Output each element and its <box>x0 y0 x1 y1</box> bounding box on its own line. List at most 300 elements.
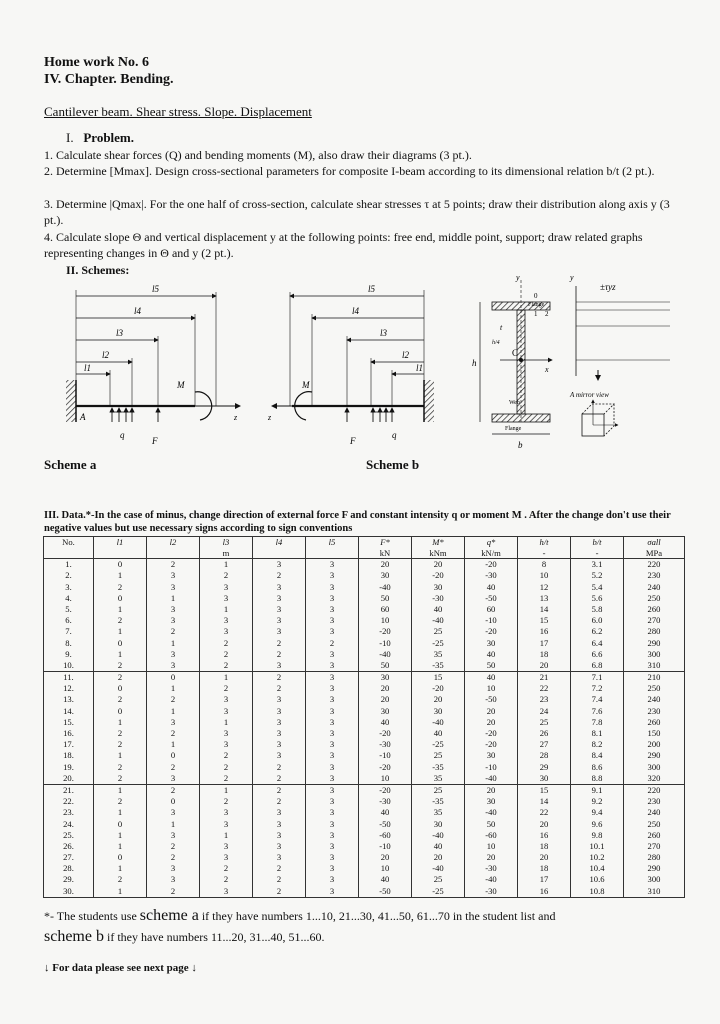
table-cell: 30. <box>44 885 94 897</box>
table-cell: 3 <box>147 773 200 785</box>
table-cell: 1 <box>147 705 200 716</box>
table-cell: 22. <box>44 796 94 807</box>
table-cell: 3 <box>147 830 200 841</box>
table-cell: 1 <box>94 570 147 581</box>
table-cell: 2 <box>94 581 147 592</box>
table-cell: 300 <box>624 649 685 660</box>
table-cell: 0 <box>94 705 147 716</box>
table-cell: 2 <box>147 559 200 571</box>
table-cell: 60 <box>465 604 518 615</box>
table-cell: -20 <box>465 559 518 571</box>
table-cell: 250 <box>624 818 685 829</box>
scheme-b-drawing <box>267 284 434 446</box>
table-row <box>44 728 685 739</box>
svg-text:h/4: h/4 <box>492 340 500 346</box>
table-cell: 1 <box>94 830 147 841</box>
table-cell: 3 <box>306 784 359 796</box>
table-cell: 2 <box>147 885 200 897</box>
table-cell: 260 <box>624 830 685 841</box>
table-cell: 3 <box>253 830 306 841</box>
table-header-row <box>44 537 685 549</box>
table-cell: 2 <box>253 570 306 581</box>
table-cell: 2 <box>306 637 359 648</box>
table-cell: 6. <box>44 615 94 626</box>
column-header: l5 <box>306 537 359 549</box>
table-cell: 10.2 <box>571 852 624 863</box>
table-cell: 220 <box>624 784 685 796</box>
table-row <box>44 739 685 750</box>
table-cell: 3 <box>200 593 253 604</box>
table-cell: 25 <box>518 717 571 728</box>
table-cell: 3 <box>306 841 359 852</box>
table-cell: -40 <box>465 773 518 785</box>
table-cell: 2 <box>253 773 306 785</box>
table-cell: 20 <box>518 852 571 863</box>
svg-text:l1: l1 <box>416 363 424 373</box>
svg-text:l3: l3 <box>116 328 124 338</box>
svg-text:F: F <box>152 436 158 446</box>
svg-text:y: y <box>570 273 574 282</box>
table-cell: 35 <box>412 649 465 660</box>
column-unit <box>94 548 147 559</box>
problem-item-4: 4. Calculate slope Θ and vertical displacement y at the following points: free end, middle point, support; draw related graphs representing changes in Θ and y (2 pt.). <box>44 230 643 260</box>
column-header: F* <box>359 537 412 549</box>
table-cell: 3 <box>306 705 359 716</box>
table-cell: 10 <box>359 773 412 785</box>
table-cell: 7.6 <box>571 705 624 716</box>
table-cell: 3 <box>306 649 359 660</box>
table-row <box>44 626 685 637</box>
column-unit: MPa <box>624 548 685 559</box>
table-cell: 21. <box>44 784 94 796</box>
table-cell: 1 <box>200 604 253 615</box>
table-row <box>44 694 685 705</box>
table-cell: -40 <box>412 863 465 874</box>
table-cell: 10.4 <box>571 863 624 874</box>
table-cell: 250 <box>624 683 685 694</box>
column-unit <box>253 548 306 559</box>
table-cell: 3 <box>147 863 200 874</box>
table-cell: 3 <box>306 818 359 829</box>
table-row <box>44 750 685 761</box>
table-cell: 3 <box>253 739 306 750</box>
table-cell: 240 <box>624 694 685 705</box>
table-cell: 310 <box>624 885 685 897</box>
table-cell: -10 <box>465 761 518 772</box>
table-cell: 14 <box>518 604 571 615</box>
table-cell: 25 <box>412 626 465 637</box>
svg-text:A: A <box>80 412 86 422</box>
table-cell: 25. <box>44 830 94 841</box>
table-row <box>44 852 685 863</box>
table-cell: -30 <box>465 863 518 874</box>
table-cell: 2 <box>94 671 147 683</box>
table-cell: 12. <box>44 683 94 694</box>
data-heading: III. Data.*-In the case of minus, change direction of external force F and constant intensity q or moment M . After the change don't use their negative values but use necessary signs according to sign conventions <box>44 510 671 534</box>
table-cell: 3 <box>147 615 200 626</box>
table-cell: 28 <box>518 750 571 761</box>
table-cell: 6.4 <box>571 637 624 648</box>
table-cell: 3 <box>306 796 359 807</box>
table-cell: 280 <box>624 852 685 863</box>
table-cell: 1 <box>94 885 147 897</box>
table-cell: 29. <box>44 874 94 885</box>
table-row <box>44 818 685 829</box>
table-cell: 2 <box>200 660 253 672</box>
table-cell: 20 <box>465 784 518 796</box>
table-cell: 1 <box>147 683 200 694</box>
table-cell: 3 <box>253 750 306 761</box>
svg-text:l2: l2 <box>102 350 110 360</box>
table-cell: 30 <box>465 637 518 648</box>
table-cell: 26. <box>44 841 94 852</box>
table-cell: 3 <box>200 852 253 863</box>
table-cell: 3 <box>253 626 306 637</box>
column-header: q* <box>465 537 518 549</box>
table-cell: 10 <box>465 841 518 852</box>
problem-item-1: 1. Calculate shear forces (Q) and bending moments (M), also draw their diagrams (3 pt.). <box>44 148 472 162</box>
table-cell: -10 <box>359 637 412 648</box>
table-cell: 1 <box>94 604 147 615</box>
table-cell: 2 <box>253 671 306 683</box>
table-cell: 40 <box>465 649 518 660</box>
table-row <box>44 885 685 897</box>
table-cell: 320 <box>624 773 685 785</box>
table-cell: 7. <box>44 626 94 637</box>
table-cell: -20 <box>412 570 465 581</box>
table-cell: -40 <box>465 874 518 885</box>
table-cell: 2 <box>147 841 200 852</box>
table-cell: 2 <box>253 784 306 796</box>
table-cell: 3 <box>147 874 200 885</box>
table-row <box>44 559 685 571</box>
table-cell: 35 <box>412 773 465 785</box>
table-row <box>44 649 685 660</box>
table-cell: 3 <box>306 750 359 761</box>
table-cell: 1. <box>44 559 94 571</box>
table-cell: 0 <box>147 796 200 807</box>
table-cell: 6.6 <box>571 649 624 660</box>
i-beam-cross-section <box>472 273 670 450</box>
data-table <box>43 536 685 898</box>
table-cell: 25 <box>412 784 465 796</box>
note-line-2: scheme b if they have numbers 11...20, 31...40, 51...60. <box>44 928 325 945</box>
homework-title: Home work No. 6 <box>44 55 149 70</box>
table-cell: 9.4 <box>571 807 624 818</box>
svg-text:q: q <box>392 430 397 440</box>
table-cell: 26 <box>518 728 571 739</box>
table-cell: 3 <box>200 694 253 705</box>
table-cell: -10 <box>359 841 412 852</box>
table-cell: 0 <box>94 852 147 863</box>
table-cell: -40 <box>412 830 465 841</box>
table-cell: 20 <box>359 559 412 571</box>
table-cell: 3 <box>253 705 306 716</box>
table-cell: 3 <box>253 559 306 571</box>
problem-heading: I. Problem. <box>66 130 135 145</box>
column-header: l2 <box>147 537 200 549</box>
table-cell: 9. <box>44 649 94 660</box>
scheme-a-drawing <box>66 284 240 446</box>
svg-text:Web: Web <box>509 400 520 406</box>
table-cell: -35 <box>412 796 465 807</box>
table-cell: 2 <box>147 761 200 772</box>
table-row <box>44 671 685 683</box>
table-cell: 2 <box>200 683 253 694</box>
svg-text:l5: l5 <box>368 284 376 294</box>
svg-text:l3: l3 <box>380 328 388 338</box>
table-cell: 2 <box>94 761 147 772</box>
table-cell: 16. <box>44 728 94 739</box>
table-cell: 15 <box>518 784 571 796</box>
svg-text:Flange: Flange <box>528 302 545 308</box>
table-cell: 3 <box>147 604 200 615</box>
table-cell: 23. <box>44 807 94 818</box>
table-cell: 1 <box>147 593 200 604</box>
note-line-1: *- The students use scheme a if they have numbers 1...10, 21...30, 41...50, 61...70 in the student list and <box>44 907 556 924</box>
table-cell: 3 <box>253 615 306 626</box>
table-cell: 28. <box>44 863 94 874</box>
table-cell: 2. <box>44 570 94 581</box>
svg-text:l2: l2 <box>402 350 410 360</box>
table-cell: 18. <box>44 750 94 761</box>
table-cell: 1 <box>94 750 147 761</box>
table-cell: 290 <box>624 637 685 648</box>
table-cell: 300 <box>624 761 685 772</box>
svg-text:b: b <box>518 440 523 450</box>
table-cell: 3 <box>253 841 306 852</box>
table-cell: 2 <box>200 750 253 761</box>
table-cell: -10 <box>465 615 518 626</box>
column-unit: kNm <box>412 548 465 559</box>
table-cell: 13. <box>44 694 94 705</box>
table-cell: 1 <box>147 818 200 829</box>
table-cell: 24. <box>44 818 94 829</box>
table-cell: -40 <box>359 581 412 592</box>
table-cell: 0 <box>147 750 200 761</box>
table-cell: 50 <box>465 818 518 829</box>
table-cell: 30 <box>359 671 412 683</box>
svg-text:z: z <box>234 413 238 422</box>
table-cell: 3.1 <box>571 559 624 571</box>
table-cell: 2 <box>94 728 147 739</box>
svg-text:l4: l4 <box>134 306 142 316</box>
table-cell: -25 <box>412 885 465 897</box>
table-cell: 3 <box>147 660 200 672</box>
table-cell: 3 <box>306 761 359 772</box>
table-cell: 16 <box>518 626 571 637</box>
table-cell: 5.4 <box>571 581 624 592</box>
table-cell: 3 <box>306 852 359 863</box>
table-row <box>44 604 685 615</box>
table-cell: 3 <box>253 807 306 818</box>
table-cell: 1 <box>200 671 253 683</box>
table-cell: 21 <box>518 671 571 683</box>
table-cell: 35 <box>412 807 465 818</box>
table-cell: 6.0 <box>571 615 624 626</box>
table-cell: 20 <box>359 683 412 694</box>
table-cell: 8.8 <box>571 773 624 785</box>
table-cell: 8.4 <box>571 750 624 761</box>
table-cell: 27. <box>44 852 94 863</box>
table-cell: -50 <box>359 818 412 829</box>
table-cell: 200 <box>624 739 685 750</box>
table-cell: 2 <box>147 728 200 739</box>
table-cell: 7.1 <box>571 671 624 683</box>
table-cell: 3 <box>253 604 306 615</box>
table-cell: 18 <box>518 649 571 660</box>
table-cell: 0 <box>94 559 147 571</box>
table-cell: -20 <box>359 761 412 772</box>
table-cell: 2 <box>94 615 147 626</box>
table-cell: 2 <box>253 874 306 885</box>
table-cell: 3 <box>306 739 359 750</box>
table-cell: 310 <box>624 660 685 672</box>
table-cell: 50 <box>359 593 412 604</box>
table-cell: 3 <box>147 581 200 592</box>
table-cell: 5.8 <box>571 604 624 615</box>
table-cell: -20 <box>359 626 412 637</box>
table-cell: 3 <box>306 593 359 604</box>
table-cell: 27 <box>518 739 571 750</box>
table-cell: 10.8 <box>571 885 624 897</box>
table-cell: 7.4 <box>571 694 624 705</box>
table-cell: 24 <box>518 705 571 716</box>
table-cell: -40 <box>412 717 465 728</box>
table-cell: 2 <box>200 773 253 785</box>
svg-text:1: 1 <box>534 310 538 318</box>
table-cell: 2 <box>200 649 253 660</box>
table-cell: 5. <box>44 604 94 615</box>
table-cell: 230 <box>624 570 685 581</box>
table-cell: 15. <box>44 717 94 728</box>
table-cell: 0 <box>94 818 147 829</box>
table-cell: 10. <box>44 660 94 672</box>
table-cell: 30 <box>465 750 518 761</box>
svg-text:l5: l5 <box>152 284 160 294</box>
problem-item-3: 3. Determine |Qmax|. For the one half of cross-section, calculate shear stresses τ at 5 points; draw their distribution along axis y (3 pt.). <box>44 197 670 227</box>
table-cell: 300 <box>624 874 685 885</box>
table-row <box>44 784 685 796</box>
column-unit: - <box>571 548 624 559</box>
table-cell: 1 <box>94 784 147 796</box>
table-cell: 1 <box>200 717 253 728</box>
svg-text:M: M <box>302 380 310 390</box>
table-cell: 3 <box>306 581 359 592</box>
table-cell: 20 <box>518 660 571 672</box>
table-cell: -30 <box>359 739 412 750</box>
table-cell: 1 <box>94 841 147 852</box>
scheme-b-label: Scheme b <box>366 457 420 472</box>
table-cell: 1 <box>94 626 147 637</box>
table-cell: 12 <box>518 581 571 592</box>
table-cell: 1 <box>94 807 147 818</box>
table-cell: 13 <box>518 593 571 604</box>
table-cell: 1 <box>200 830 253 841</box>
table-cell: 11. <box>44 671 94 683</box>
table-cell: 50 <box>359 660 412 672</box>
column-unit <box>44 548 94 559</box>
table-cell: -20 <box>465 728 518 739</box>
table-cell: 2 <box>94 773 147 785</box>
table-cell: 20 <box>359 852 412 863</box>
column-unit: m <box>200 548 253 559</box>
column-header: M* <box>412 537 465 549</box>
table-cell: 2 <box>253 796 306 807</box>
table-cell: 3 <box>306 694 359 705</box>
table-cell: 9.8 <box>571 830 624 841</box>
table-cell: 20. <box>44 773 94 785</box>
table-cell: 220 <box>624 559 685 571</box>
table-cell: 3 <box>253 818 306 829</box>
table-cell: 18 <box>518 863 571 874</box>
table-cell: 14 <box>518 796 571 807</box>
svg-text:x: x <box>545 365 549 374</box>
column-header: No. <box>44 537 94 549</box>
table-cell: 3 <box>200 818 253 829</box>
table-cell: 9.2 <box>571 796 624 807</box>
table-cell: 2 <box>147 626 200 637</box>
table-row <box>44 593 685 604</box>
table-cell: 10 <box>518 570 571 581</box>
table-cell: -30 <box>465 885 518 897</box>
table-cell: 40 <box>412 728 465 739</box>
table-cell: -35 <box>412 761 465 772</box>
table-cell: 30 <box>359 705 412 716</box>
table-cell: 3 <box>253 717 306 728</box>
table-cell: 3. <box>44 581 94 592</box>
table-cell: 3 <box>306 885 359 897</box>
table-cell: 3 <box>306 660 359 672</box>
table-row <box>44 570 685 581</box>
table-cell: -60 <box>465 830 518 841</box>
table-cell: -20 <box>359 784 412 796</box>
table-cell: 50 <box>465 660 518 672</box>
svg-text:l1: l1 <box>84 363 92 373</box>
svg-text:0: 0 <box>534 292 538 300</box>
table-cell: 17. <box>44 739 94 750</box>
table-cell: 40 <box>465 581 518 592</box>
table-cell: 2 <box>253 683 306 694</box>
schemes-heading: II. Schemes: <box>66 263 130 277</box>
table-cell: 280 <box>624 626 685 637</box>
table-cell: -60 <box>359 830 412 841</box>
table-cell: 3 <box>306 604 359 615</box>
table-cell: 3 <box>253 728 306 739</box>
svg-text:y: y <box>516 273 520 282</box>
table-cell: 3 <box>306 807 359 818</box>
table-cell: 2 <box>253 649 306 660</box>
table-cell: 1 <box>200 559 253 571</box>
table-cell: -25 <box>412 637 465 648</box>
table-cell: 1 <box>94 863 147 874</box>
table-cell: 6.2 <box>571 626 624 637</box>
table-cell: 30 <box>412 581 465 592</box>
table-row <box>44 683 685 694</box>
table-cell: 14. <box>44 705 94 716</box>
table-cell: 3 <box>306 863 359 874</box>
schemes-figure <box>40 272 690 462</box>
table-cell: 3 <box>200 581 253 592</box>
table-cell: 8. <box>44 637 94 648</box>
table-cell: 230 <box>624 705 685 716</box>
table-cell: 3 <box>147 570 200 581</box>
table-cell: 3 <box>200 841 253 852</box>
table-cell: 230 <box>624 796 685 807</box>
table-cell: 17 <box>518 874 571 885</box>
table-cell: 2 <box>253 885 306 897</box>
svg-text:2: 2 <box>545 310 549 318</box>
